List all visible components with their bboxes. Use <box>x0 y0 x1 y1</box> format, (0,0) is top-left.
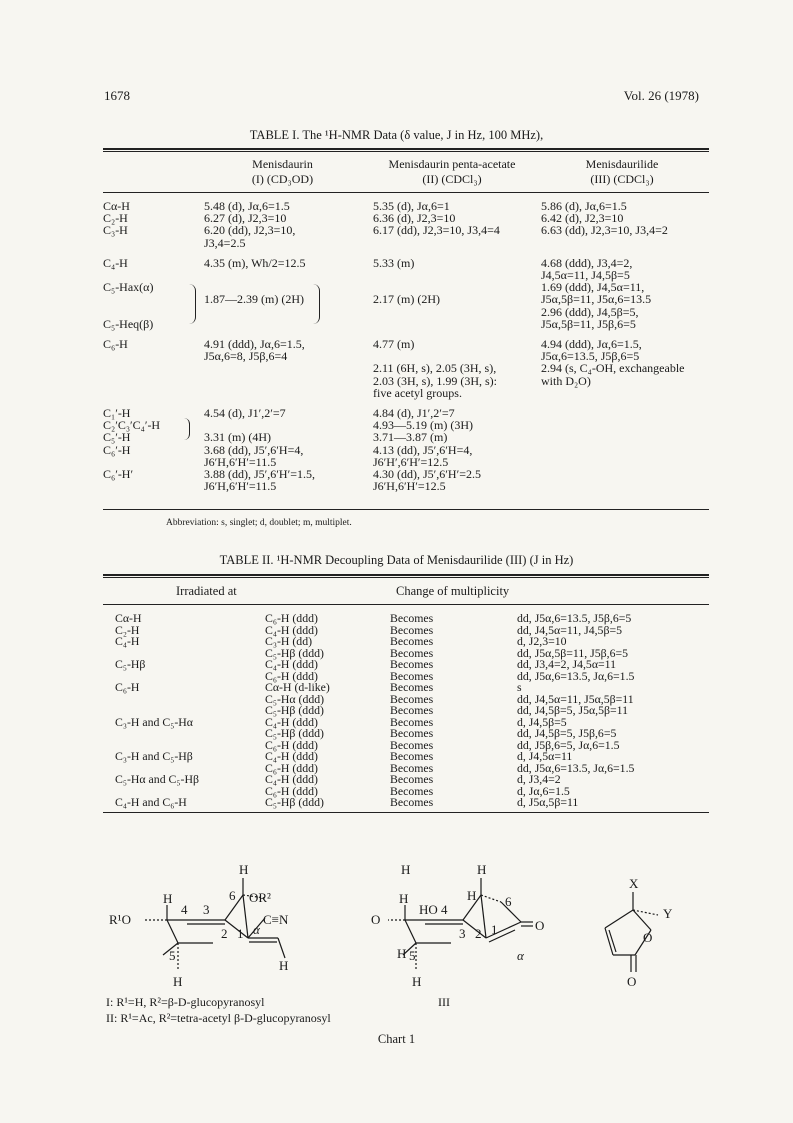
table1-cell: 4.93—5.19 (m) (3H) <box>373 418 473 433</box>
atom-label: O <box>643 930 653 945</box>
table1-cell <box>204 387 373 399</box>
table2-cell: dd, J4,5β=5, J5α,5β=11 <box>517 703 629 717</box>
table2-cell: C₄-H (ddd) <box>265 772 318 786</box>
table1-cell <box>103 362 204 374</box>
table2-cell: d, Jα,6=1.5 <box>517 783 570 798</box>
table1-top-rule <box>103 148 709 150</box>
table1-cell: five acetyl groups. <box>373 385 462 400</box>
table1-cell: 4.30 (dd), J5′,6′H′=2.5 <box>373 467 481 482</box>
table2-cell: dd, J5β,6=5, Jα,6=1.5 <box>517 737 620 752</box>
table2-cell: dd, J4,5β=5, J5β,6=5 <box>517 726 617 740</box>
table1-cell: 3.71—3.87 (m) <box>373 430 448 445</box>
table1-cell: 2.96 (ddd), J4,5β=5, <box>541 304 639 319</box>
table2-cell: C₆-H (ddd) <box>265 737 318 752</box>
table2-cell <box>103 694 265 706</box>
table1-cell: 4.54 (d), J1′,2′=7 <box>204 406 286 421</box>
table1-cell <box>541 237 721 249</box>
table1-cell: J3,4=2.5 <box>204 235 246 250</box>
table1-cell: 5.33 (m) <box>373 255 415 270</box>
atom-label: Y <box>663 906 673 921</box>
table2-cell: C₃-H and C₅-Hβ <box>115 749 193 763</box>
atom-label: 3 <box>203 902 210 917</box>
volume-label: Vol. 26 (1978) <box>623 88 699 103</box>
table2-cell: Becomes <box>390 622 434 637</box>
table1-cell: C₅-Heq(β) <box>103 316 154 331</box>
table1-cell: C₄-H <box>103 255 128 270</box>
table1-row <box>103 237 721 249</box>
atom-label: α <box>517 948 524 963</box>
table1-cell: 4.13 (dd), J5′,6′H=4, <box>373 442 473 457</box>
table2-cell: s <box>517 680 522 694</box>
table2-cell: Cα-H (d-like) <box>265 680 330 694</box>
atom-label: H <box>477 862 487 877</box>
table2-cell: Cα-H <box>115 611 142 625</box>
table1-cell: 6.63 (dd), J2,3=10, J3,4=2 <box>541 223 668 238</box>
table1-cell: C₃-H <box>103 223 128 238</box>
table1-row <box>103 318 721 330</box>
table1-cell: C₆-H <box>103 337 128 352</box>
table1-cell: J6′H,6′H′=11.5 <box>204 454 277 469</box>
bond-dashed <box>481 895 501 902</box>
table1-cell <box>373 306 541 318</box>
table1-cell: J4,5α=11, J4,5β=5 <box>541 268 630 283</box>
table1-cell: J6′H,6′H′=12.5 <box>373 479 446 494</box>
bond <box>605 928 613 955</box>
table2-row <box>103 797 721 809</box>
table1-cell <box>541 468 721 480</box>
table1-top-rule-2 <box>103 151 709 152</box>
colhead-2-line2: (II) (CDCl₃) <box>422 172 482 186</box>
table1-cell: C₆′-H′ <box>103 467 134 482</box>
bond <box>633 910 651 930</box>
atom-label: H <box>173 974 183 989</box>
table2-cell: Becomes <box>390 668 434 683</box>
table1-cell: 5.35 (d), Jα,6=1 <box>373 199 450 213</box>
colhead-1-line2: (I) (CD₃OD) <box>251 172 314 186</box>
table1-row <box>103 224 721 236</box>
table1-cell <box>541 431 721 443</box>
table1-cell: 3.88 (dd), J5′,6′H′=1.5, <box>204 467 315 482</box>
table2-cell: dd, J3,4=2, J4,5α=11 <box>517 657 617 671</box>
atom-label: 6 <box>229 888 236 903</box>
table1-cell: 4.35 (m), Wh/2=12.5 <box>204 255 306 270</box>
table1-cell <box>103 237 204 249</box>
atom-label: 4 <box>181 902 188 917</box>
table2-cell: d, J4,5β=5 <box>517 714 567 729</box>
table1-cell <box>204 306 373 318</box>
atom-label: O <box>627 974 637 989</box>
table1-row <box>103 431 721 443</box>
table1-cell: 6.36 (d), J2,3=10 <box>373 211 456 226</box>
table2-cell: C₄-H and C₆-H <box>115 795 187 809</box>
chart1-structures <box>103 860 709 1010</box>
table2-head-irradiated: Irradiated at <box>176 584 237 598</box>
atom-label: H <box>399 891 409 906</box>
table1-cell: 4.68 (ddd), J3,4=2, <box>541 255 633 270</box>
table2-cell: Becomes <box>390 645 434 660</box>
table2-cell: Becomes <box>390 703 434 717</box>
page-number: 1678 <box>104 88 130 103</box>
table1-cell: 6.42 (d), J2,3=10 <box>541 211 624 226</box>
atom-label: H <box>279 958 289 973</box>
table2-cell: C₆-H (ddd) <box>265 668 318 683</box>
table1-colhead-1 <box>200 157 365 187</box>
colhead-3-line1: Menisdaurilide <box>585 157 659 171</box>
table2-cell: Becomes <box>390 657 434 671</box>
table2-cell: C₅-Hβ (ddd) <box>265 726 324 740</box>
atom-label: H <box>239 862 249 877</box>
table1-cell: 6.27 (d), J2,3=10 <box>204 211 287 226</box>
atom-label: O <box>535 918 545 933</box>
table2-cell: C₅-Hα (ddd) <box>265 691 325 706</box>
table1-cell: 2.03 (3H, s), 1.99 (3H, s): <box>373 373 497 388</box>
table2-cell: dd, J5α,6=13.5, J5β,6=5 <box>517 611 632 625</box>
table1-cell: 3.68 (dd), J5′,6′H=4, <box>204 442 304 457</box>
atom-label: H <box>467 888 477 903</box>
table2-cell: C₄-H (ddd) <box>265 714 318 729</box>
brace-c5-left <box>189 284 196 324</box>
table1-caption: TABLE I. The ¹H-NMR Data (δ value, J in Hz, 100 MHz), <box>249 128 544 142</box>
table2-cell: Becomes <box>390 795 434 809</box>
table1-cell: J5α,5β=11, J5α,6=13.5 <box>541 292 652 307</box>
bond-double <box>609 930 616 952</box>
atom-label: 4 <box>441 902 448 917</box>
table2-top-rule <box>103 574 709 576</box>
table2-cell: C₆-H <box>115 680 140 694</box>
table2-cell: d, J2,3=10 <box>517 634 567 648</box>
bond <box>405 920 416 943</box>
table1-cell: with D₂O) <box>541 373 591 388</box>
atom-label: 5 <box>409 948 416 963</box>
table1-cell <box>373 269 541 281</box>
table1-cell: C₅-Hax(α) <box>103 280 154 295</box>
table2-header-rule <box>103 604 709 605</box>
table1-bottom-rule <box>103 509 709 510</box>
table2-cell: Becomes <box>390 634 434 648</box>
table1-cell: J5α,6=8, J5β,6=4 <box>204 349 288 364</box>
table1 <box>103 200 721 492</box>
colhead-1-line1: Menisdaurin <box>252 157 313 171</box>
table1-cell: 3.31 (m) (4H) <box>204 430 271 445</box>
atom-label: H <box>412 974 422 989</box>
chart-label: Chart 1 <box>377 1032 416 1046</box>
table2-cell: d, J5α,5β=11 <box>517 795 579 809</box>
table1-cell: 1.69 (ddd), J4,5α=11, <box>541 280 645 295</box>
table2-cell <box>103 728 265 740</box>
atom-label: 2 <box>221 926 228 941</box>
table2-cell: Becomes <box>390 760 434 775</box>
table1-cell: J6′H,6′H′=11.5 <box>204 479 277 494</box>
table2-cell: Becomes <box>390 726 434 740</box>
table2-cell: C₃-H (dd) <box>265 634 313 648</box>
atom-label: α <box>253 922 260 937</box>
brace-c2c4 <box>184 418 190 440</box>
atom-label: OR² <box>249 890 271 905</box>
table2-cell: Becomes <box>390 714 434 729</box>
brace-c5-col1 <box>313 284 320 324</box>
table1-abbreviation: Abbreviation: s, singlet; d, doublet; m, multiplet. <box>166 518 352 528</box>
table1-cell: C₅′-H <box>103 430 131 445</box>
table2-cell: d, J4,5α=11 <box>517 749 573 763</box>
table1-cell: 1.87—2.39 (m) (2H) <box>204 292 304 307</box>
table1-cell: J5α,5β=11, J5β,6=5 <box>541 316 636 331</box>
table1-cell <box>541 387 721 399</box>
table1-cell: 4.77 (m) <box>373 337 415 352</box>
table1-cell: C₁′-H <box>103 406 131 421</box>
legend-II: II: R¹=Ac, R²=tetra-acetyl β-D-glucopyranosyl <box>106 1011 331 1025</box>
table1-cell <box>541 419 721 431</box>
bond <box>278 938 285 958</box>
table1-cell: 2.11 (6H, s), 2.05 (3H, s), <box>373 361 497 376</box>
table1-cell: C₂′C₃′C₄′-H <box>103 418 161 433</box>
table1-cell <box>103 350 204 362</box>
table2-cell: Becomes <box>390 691 434 706</box>
legend-I: I: R¹=H, R²=β-D-glucopyranosyl <box>106 995 265 1009</box>
atom-label: 1 <box>237 926 244 941</box>
colhead-2-line1: Menisdaurin penta-acetate <box>388 157 516 171</box>
table1-cell: J5α,6=13.5, J5β,6=5 <box>541 349 640 364</box>
table1-row <box>103 387 721 399</box>
atom-label: O <box>371 912 381 927</box>
table2-cell: C₆-H (ddd) <box>265 760 318 775</box>
table1-cell <box>103 480 204 492</box>
atom-label: R¹O <box>109 912 131 927</box>
table2-cell: C₅-Hβ <box>115 657 146 671</box>
table2-bottom-rule <box>103 812 709 813</box>
table1-row <box>103 375 721 387</box>
table1-cell: C₂-H <box>103 211 128 226</box>
table2-cell: C₅-Hβ (ddd) <box>265 795 324 809</box>
table2-cell: C₄-H (ddd) <box>265 749 318 763</box>
table2-head-change: Change of multiplicity <box>396 584 510 598</box>
table2-cell: C₃-H and C₅-Hα <box>115 714 193 729</box>
table1-cell: 2.17 (m) (2H) <box>373 292 440 307</box>
table2-cell: dd, J4,5α=11, J4,5β=5 <box>517 622 623 637</box>
table1-cell: 6.17 (dd), J2,3=10, J3,4=4 <box>373 223 500 238</box>
table1-cell <box>541 407 721 419</box>
table1-cell: 4.91 (ddd), Jα,6=1.5, <box>204 337 305 352</box>
bond <box>481 895 486 938</box>
table2 <box>103 613 721 809</box>
table2-cell: C₄-H <box>115 634 140 648</box>
table1-cell: 6.20 (dd), J2,3=10, <box>204 223 296 238</box>
table1-cell <box>373 237 541 249</box>
table2-cell: dd, J4,5α=11, J5α,5β=11 <box>517 691 634 706</box>
table1-cell <box>204 318 373 330</box>
atom-label: H <box>401 862 411 877</box>
table2-cell: C₅-Hβ (ddd) <box>265 645 324 660</box>
table1-cell: 5.86 (d), Jα,6=1.5 <box>541 199 627 213</box>
label-III: III <box>438 995 450 1009</box>
atom-label: C≡N <box>263 912 289 927</box>
bond <box>605 910 633 928</box>
table1-colhead-2 <box>362 157 542 187</box>
table1-cell <box>541 480 721 492</box>
atom-label: H <box>163 891 173 906</box>
table1-cell: 4.94 (ddd), Jα,6=1.5, <box>541 337 642 352</box>
atom-label: 3 <box>459 926 466 941</box>
table1-cell <box>204 362 373 374</box>
table2-cell: Becomes <box>390 772 434 786</box>
bond <box>167 920 178 943</box>
table2-cell: d, J3,4=2 <box>517 772 561 786</box>
atom-label: 1 <box>491 922 498 937</box>
atom-label: 6 <box>505 894 512 909</box>
table1-cell: Cα-H <box>103 199 130 213</box>
table1-cell: 2.94 (s, C₄-OH, exchangeable <box>541 361 685 376</box>
table1-cell <box>541 456 721 468</box>
table1-cell <box>541 444 721 456</box>
table2-cell: Becomes <box>390 680 434 694</box>
table2-cell: Becomes <box>390 737 434 752</box>
table1-cell: 5.48 (d), Jα,6=1.5 <box>204 199 290 213</box>
table1-header-rule <box>103 192 709 193</box>
bond <box>243 895 248 938</box>
table1-cell <box>204 375 373 387</box>
atom-label: HO <box>419 902 438 917</box>
table2-caption: TABLE II. ¹H-NMR Decoupling Data of Menisdaurilide (III) (J in Hz) <box>219 553 574 567</box>
table2-cell: C₂-H <box>115 622 140 637</box>
atom-label: 2 <box>475 926 482 941</box>
colhead-3-line2: (III) (CDCl₃) <box>590 172 654 186</box>
table1-cell <box>103 375 204 387</box>
table2-cell: Becomes <box>390 783 434 798</box>
table2-cell: C₅-Hβ (ddd) <box>265 703 324 717</box>
table2-cell: dd, J5α,5β=11, J5β,6=5 <box>517 645 629 660</box>
table2-cell: C₆-H (ddd) <box>265 783 318 798</box>
table2-cell: C₄-H (ddd) <box>265 622 318 637</box>
table1-cell <box>373 318 541 330</box>
table1-row <box>103 480 721 492</box>
table2-cell: C₄-H (ddd) <box>265 657 318 671</box>
atom-label: H <box>397 946 407 961</box>
table1-cell: C₆′-H <box>103 442 131 457</box>
table1-row <box>103 362 721 374</box>
atom-label: X <box>629 876 639 891</box>
table2-cell: dd, J5α,6=13.5, Jα,6=1.5 <box>517 760 635 775</box>
table2-cell: dd, J5α,6=13.5, Jα,6=1.5 <box>517 668 635 683</box>
atom-label: 5 <box>169 948 176 963</box>
table1-cell <box>103 387 204 399</box>
table2-cell: C₆-H (ddd) <box>265 611 318 625</box>
table1-colhead-3 <box>535 157 709 187</box>
structure-drawings <box>103 860 709 1010</box>
table1-cell: J6′H′,6′H′=12.5 <box>373 454 449 469</box>
table1-cell: 4.84 (d), J1′,2′=7 <box>373 406 455 421</box>
table2-cell: C₅-Hα and C₅-Hβ <box>115 772 199 786</box>
table2-cell: Becomes <box>390 749 434 763</box>
table1-cell <box>204 269 373 281</box>
table2-cell: Becomes <box>390 611 434 625</box>
table2-top-rule-2 <box>103 577 709 578</box>
